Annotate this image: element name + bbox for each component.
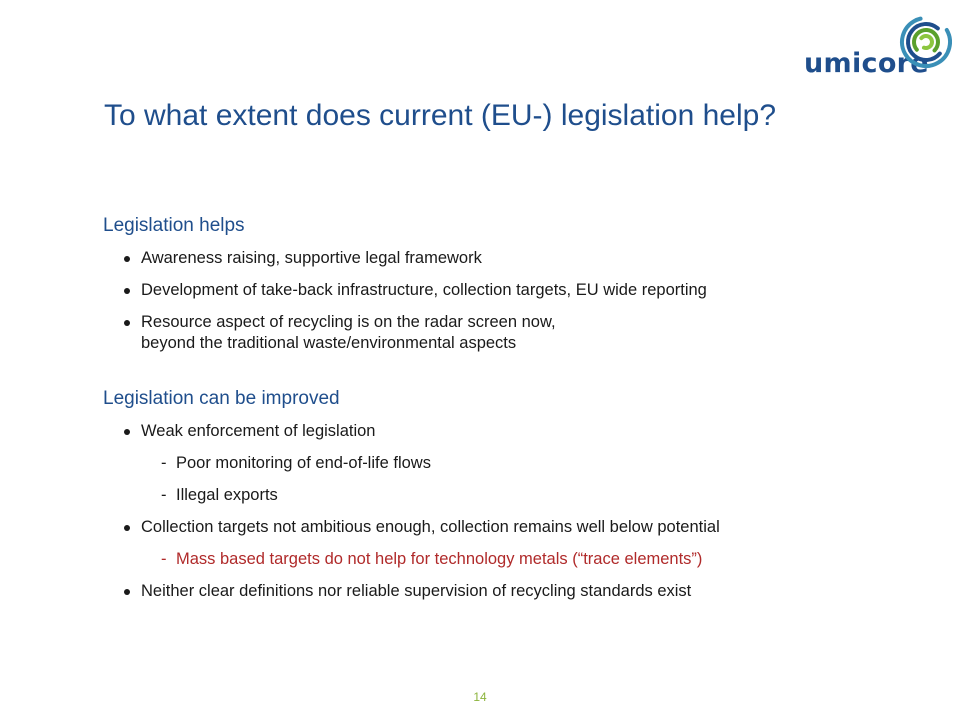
bullet-dot-icon <box>124 589 130 595</box>
sub-bullet-text: Poor monitoring of end-of-life flows <box>176 454 431 472</box>
umicore-swirl-icon <box>896 14 952 70</box>
bullet-text: Awareness raising, supportive legal framework <box>141 249 482 267</box>
section-heading-improved: Legislation can be improved <box>103 388 340 409</box>
sub-bullet-text: Illegal exports <box>176 486 278 504</box>
sub-bullet-item-highlight <box>103 549 923 570</box>
bullet-item <box>103 248 923 269</box>
bullet-item <box>103 581 923 602</box>
bullet-text-line2: beyond the traditional waste/environmental aspects <box>141 334 517 352</box>
bullet-text: Development of take-back infrastructure, collection targets, EU wide reporting <box>141 281 707 299</box>
sub-bullet-item <box>103 485 923 506</box>
bullet-text: Neither clear definitions nor reliable supervision of recycling standards exist <box>141 582 692 600</box>
bullet-dot-icon <box>124 525 130 531</box>
bullet-text-line1: Resource aspect of recycling is on the radar screen now, <box>141 313 556 331</box>
bullet-dot-icon <box>124 256 130 262</box>
slide-title: To what extent does current (EU-) legislation help? <box>104 99 777 132</box>
bullet-text: Collection targets not ambitious enough, collection remains well below potential <box>141 518 720 536</box>
section-heading-helps: Legislation helps <box>103 215 245 236</box>
bullet-item <box>103 421 923 442</box>
sub-bullet-text: Mass based targets do not help for technology metals (“trace elements”) <box>176 550 703 568</box>
bullet-dot-icon <box>124 320 130 326</box>
slide-content <box>103 215 923 602</box>
logo-text: umicore <box>804 48 929 79</box>
bullet-item <box>103 517 923 538</box>
dash-marker: - <box>161 454 167 472</box>
bullet-text: Weak enforcement of legislation <box>141 422 376 440</box>
sub-bullet-item <box>103 453 923 474</box>
bullet-item <box>103 280 923 301</box>
bullet-item <box>103 312 923 354</box>
dash-marker: - <box>161 486 167 504</box>
bullet-dot-icon <box>124 288 130 294</box>
umicore-logo <box>804 14 954 80</box>
page-number: 14 <box>473 690 487 704</box>
bullet-dot-icon <box>124 429 130 435</box>
dash-marker: - <box>161 550 167 568</box>
